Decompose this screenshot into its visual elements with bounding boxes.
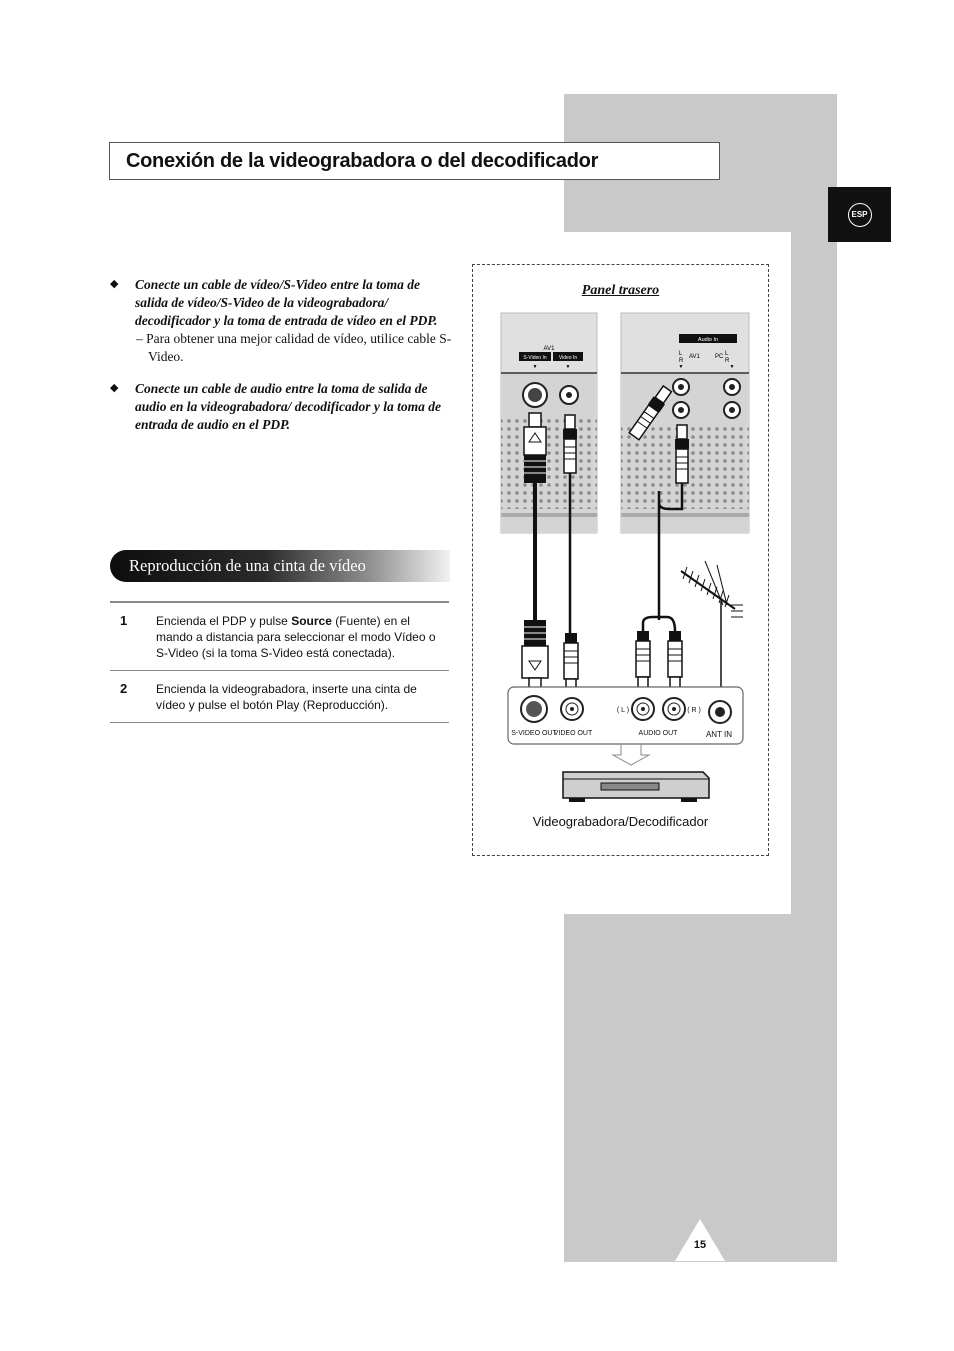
audio-plug-bottom-l — [636, 631, 650, 689]
rear-panel-video — [501, 313, 597, 533]
audio-l-mark: L — [679, 351, 683, 357]
instruction-note: – Para obtener una mejor calidad de vídeo, utilice cable S-Video. — [136, 331, 452, 364]
step-row — [110, 603, 449, 671]
svideo-plug-bottom — [522, 620, 548, 690]
svg-text:▼: ▼ — [532, 364, 538, 370]
audio-r-mark: R — [679, 358, 684, 364]
down-arrow-icon — [613, 745, 649, 765]
diamond-icon: ◆ — [110, 382, 119, 394]
svideo-in-label: S-Video In — [523, 355, 547, 361]
video-plug-top — [563, 415, 577, 473]
audio-plug-top — [675, 425, 689, 483]
page-number: 15 — [693, 1239, 707, 1251]
audio-r-mark: R — [725, 358, 730, 364]
svg-text:▼: ▼ — [729, 364, 735, 370]
instruction-item — [110, 380, 452, 434]
ant-in-label: ANT IN — [705, 730, 733, 739]
page-title: Conexión de la videograbadora o del decodificador — [126, 149, 599, 172]
audio-r-label: ( R ) — [687, 707, 701, 714]
video-in-label: Video In — [558, 355, 578, 361]
language-badge — [828, 187, 891, 242]
step-number: 2 — [120, 681, 128, 696]
step-text: Encienda el PDP y pulse Source (Fuente) en el mando a distancia para seleccionar el modo Vídeo o S-Video (si la toma S-Video está conectada). — [156, 614, 436, 660]
antenna-icon — [681, 561, 743, 690]
step-row — [110, 671, 449, 723]
audio-pc-label: PC — [715, 354, 724, 360]
panel-group-label: AV1 — [543, 346, 555, 352]
instruction-item — [110, 276, 452, 366]
vcr-device-icon — [563, 772, 709, 802]
device-caption: Videograbadora/Decodificador — [532, 814, 709, 829]
section-header — [110, 550, 450, 582]
page-title-box — [109, 142, 720, 180]
svg-text:▼: ▼ — [678, 364, 684, 370]
audio-plug-bottom-r — [668, 631, 682, 689]
diagram-title: Panel trasero — [581, 283, 660, 298]
video-plug-bottom — [564, 633, 578, 691]
instruction-text: Conecte un cable de vídeo/S-Video entre la toma de salida de vídeo/S-Video de la videograbadora/ decodificador y la toma de entrada de vídeo en el PDP. — [135, 277, 438, 328]
diamond-icon: ◆ — [110, 278, 119, 290]
instruction-text: Conecte un cable de audio entre la toma de salida de audio en la videograbadora/ decodificador y la toma de entrada de audio en el PDP. — [135, 381, 441, 432]
audio-av1-label: AV1 — [689, 354, 700, 360]
instruction-list — [110, 276, 452, 448]
audio-in-label: Audio In — [697, 337, 719, 343]
connection-diagram-art — [473, 265, 770, 857]
step-number: 1 — [120, 613, 128, 628]
audio-out-label: AUDIO OUT — [638, 730, 678, 737]
svideo-out-label: S-VIDEO OUT — [511, 730, 557, 737]
svg-text:▼: ▼ — [565, 364, 571, 370]
section-title: Reproducción de una cinta de vídeo — [129, 556, 366, 575]
video-out-label: VIDEO OUT — [553, 730, 593, 737]
connection-diagram — [472, 264, 769, 856]
step-list — [110, 601, 449, 723]
device-jack-panel — [508, 687, 743, 744]
audio-l-mark: L — [725, 351, 729, 357]
audio-l-label: ( L ) — [616, 707, 630, 714]
step-text: Encienda la videograbadora, inserte una cinta de vídeo y pulse el botón Play (Reproducción). — [156, 682, 417, 712]
language-badge-label: ESP — [848, 203, 872, 227]
